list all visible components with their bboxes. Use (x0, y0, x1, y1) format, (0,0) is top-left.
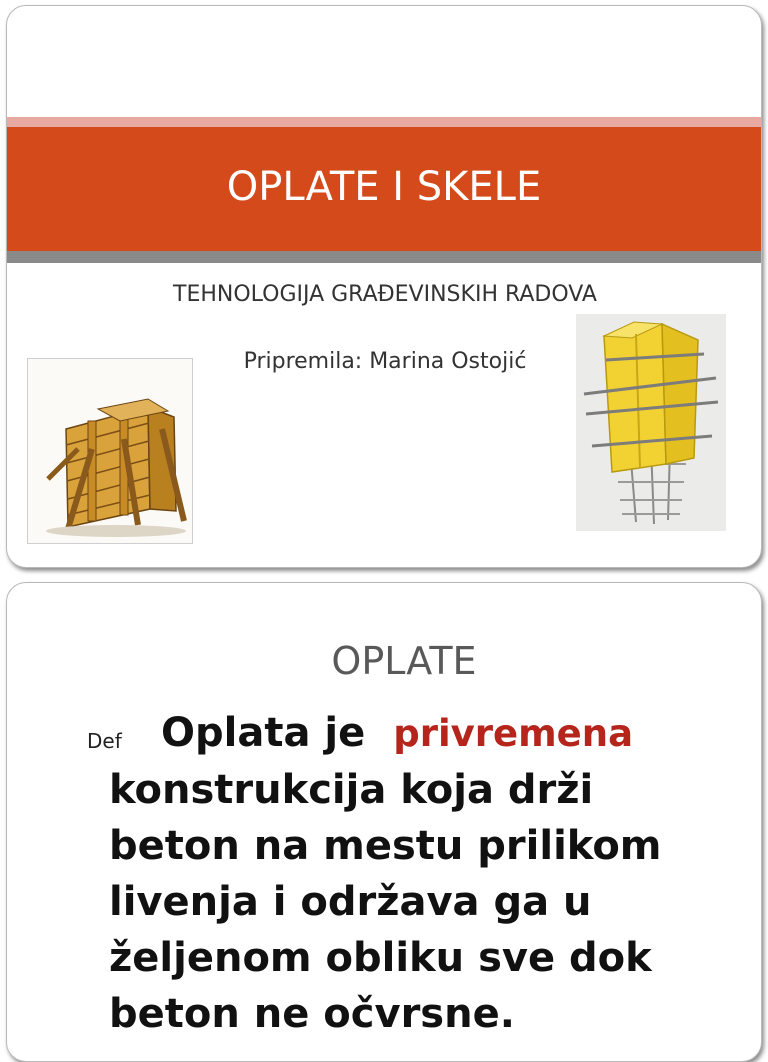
definition-line: željenom obliku sve dok (109, 935, 652, 981)
slide-author: Pripremila: Marina Ostojić (243, 349, 527, 374)
title-slide (6, 5, 762, 568)
slide-subtitle: TEHNOLOGIJA GRAĐEVINSKIH RADOVA (173, 282, 597, 307)
title-band-bottom-stripe (7, 251, 761, 263)
slide-title: OPLATE I SKELE (226, 164, 542, 210)
definition-label: Def (87, 729, 122, 753)
column-formwork-illustration (576, 314, 726, 531)
definition-line: beton na mestu prilikom (109, 823, 662, 869)
definition-text (109, 705, 749, 1042)
slide-heading: OPLATE (331, 639, 477, 683)
definition-slide (6, 582, 762, 1062)
definition-line: konstrukcija koja drži (109, 767, 594, 813)
wooden-formwork-image (27, 358, 193, 544)
highlighted-word: privremena (393, 712, 634, 755)
wooden-formwork-illustration (28, 359, 192, 543)
definition-line: beton ne očvrsne. (109, 991, 515, 1037)
definition-line: livenja i održava ga u (109, 879, 592, 925)
definition-line-1 (109, 705, 749, 762)
definition-start: Oplata je (161, 710, 366, 756)
steel-formwork-image (576, 314, 726, 531)
title-band-top-stripe (7, 117, 761, 127)
